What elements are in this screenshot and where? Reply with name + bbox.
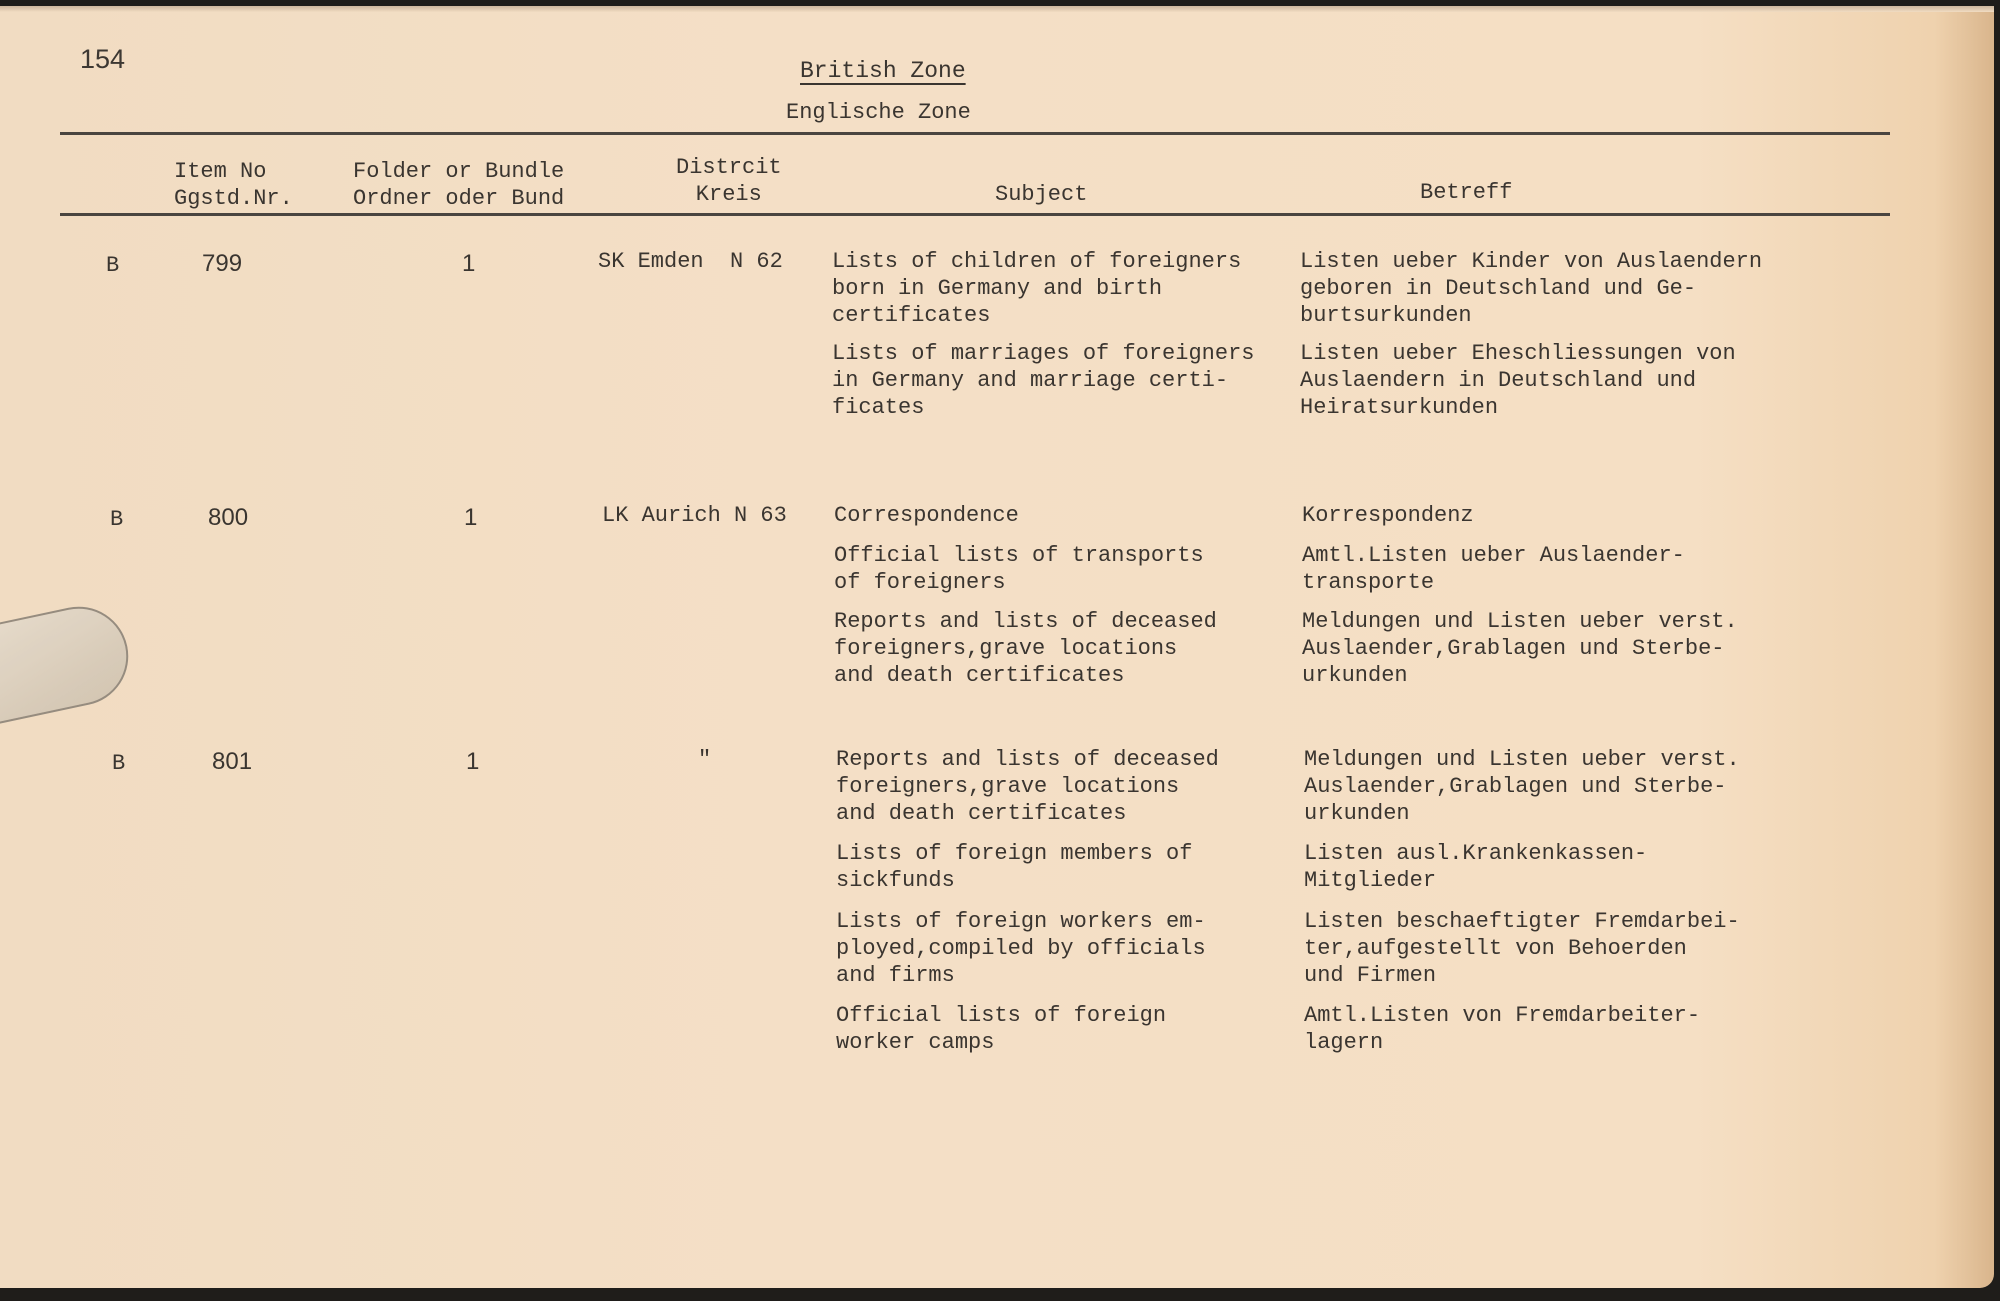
thumb-overlay (0, 598, 137, 730)
page-subtitle: Englische Zone (786, 100, 971, 125)
betreff-entry: Amtl.Listen ueber Auslaender- transporte (1302, 543, 1685, 595)
header-subject: Subject (995, 182, 1088, 207)
header-bottom-rule (60, 213, 1890, 216)
betreff-entry: Amtl.Listen von Fremdarbeiter- lagern (1304, 1003, 1701, 1055)
row-prefix: B (112, 751, 126, 776)
item-number: 800 (208, 504, 249, 531)
betreff-entry: Meldungen und Listen ueber verst. Auslaender,Grablagen und Sterbe- urkunden (1304, 747, 1740, 826)
subject-entry: Lists of foreign members of sickfunds (836, 841, 1193, 893)
header-item-no: Item No Ggstd.Nr. (174, 159, 293, 211)
row-prefix: B (110, 507, 124, 532)
folder-number: 1 (466, 748, 480, 775)
subject-entry: Correspondence (834, 503, 1019, 528)
betreff-entry: Korrespondenz (1302, 503, 1474, 528)
document-page (0, 6, 1994, 1288)
header-betreff: Betreff (1420, 180, 1513, 205)
betreff-entry: Listen ueber Eheschliessungen von Auslaendern in Deutschland und Heiratsurkunden (1300, 341, 1736, 420)
subject-entry: Reports and lists of deceased foreigners,grave locations and death certificates (834, 609, 1217, 688)
page-number: 154 (80, 44, 126, 74)
subject-entry: Official lists of transports of foreigners (834, 543, 1204, 595)
page-title: British Zone (800, 58, 966, 84)
subject-entry: Official lists of foreign worker camps (836, 1003, 1167, 1055)
betreff-entry: Listen ausl.Krankenkassen- Mitglieder (1304, 841, 1648, 893)
subject-entry: Reports and lists of deceased foreigners,grave locations and death certificates (836, 747, 1219, 826)
header-folder: Folder or Bundle Ordner oder Bund (353, 159, 565, 211)
betreff-entry: Listen beschaeftigter Fremdarbei- ter,aufgestellt von Behoerden und Firmen (1304, 909, 1740, 988)
district: " (698, 747, 712, 772)
header-top-rule (60, 132, 1890, 135)
subject-entry: Lists of foreign workers em- ployed,compiled by officials and firms (836, 909, 1206, 988)
folder-number: 1 (462, 250, 476, 277)
district: SK Emden N 62 (598, 249, 783, 274)
betreff-entry: Listen ueber Kinder von Auslaendern geboren in Deutschland und Ge- burtsurkunden (1300, 249, 1763, 328)
subject-entry: Lists of children of foreigners born in Germany and birth certificates (832, 249, 1242, 328)
district: LK Aurich N 63 (602, 503, 787, 528)
row-prefix: B (106, 253, 120, 278)
betreff-entry: Meldungen und Listen ueber verst. Auslaender,Grablagen und Sterbe- urkunden (1302, 609, 1738, 688)
folder-number: 1 (464, 504, 478, 531)
item-number: 799 (202, 250, 243, 277)
header-district: Distrcit Kreis (676, 155, 782, 207)
subject-entry: Lists of marriages of foreigners in Germany and marriage certi- ficates (832, 341, 1255, 420)
item-number: 801 (212, 748, 253, 775)
